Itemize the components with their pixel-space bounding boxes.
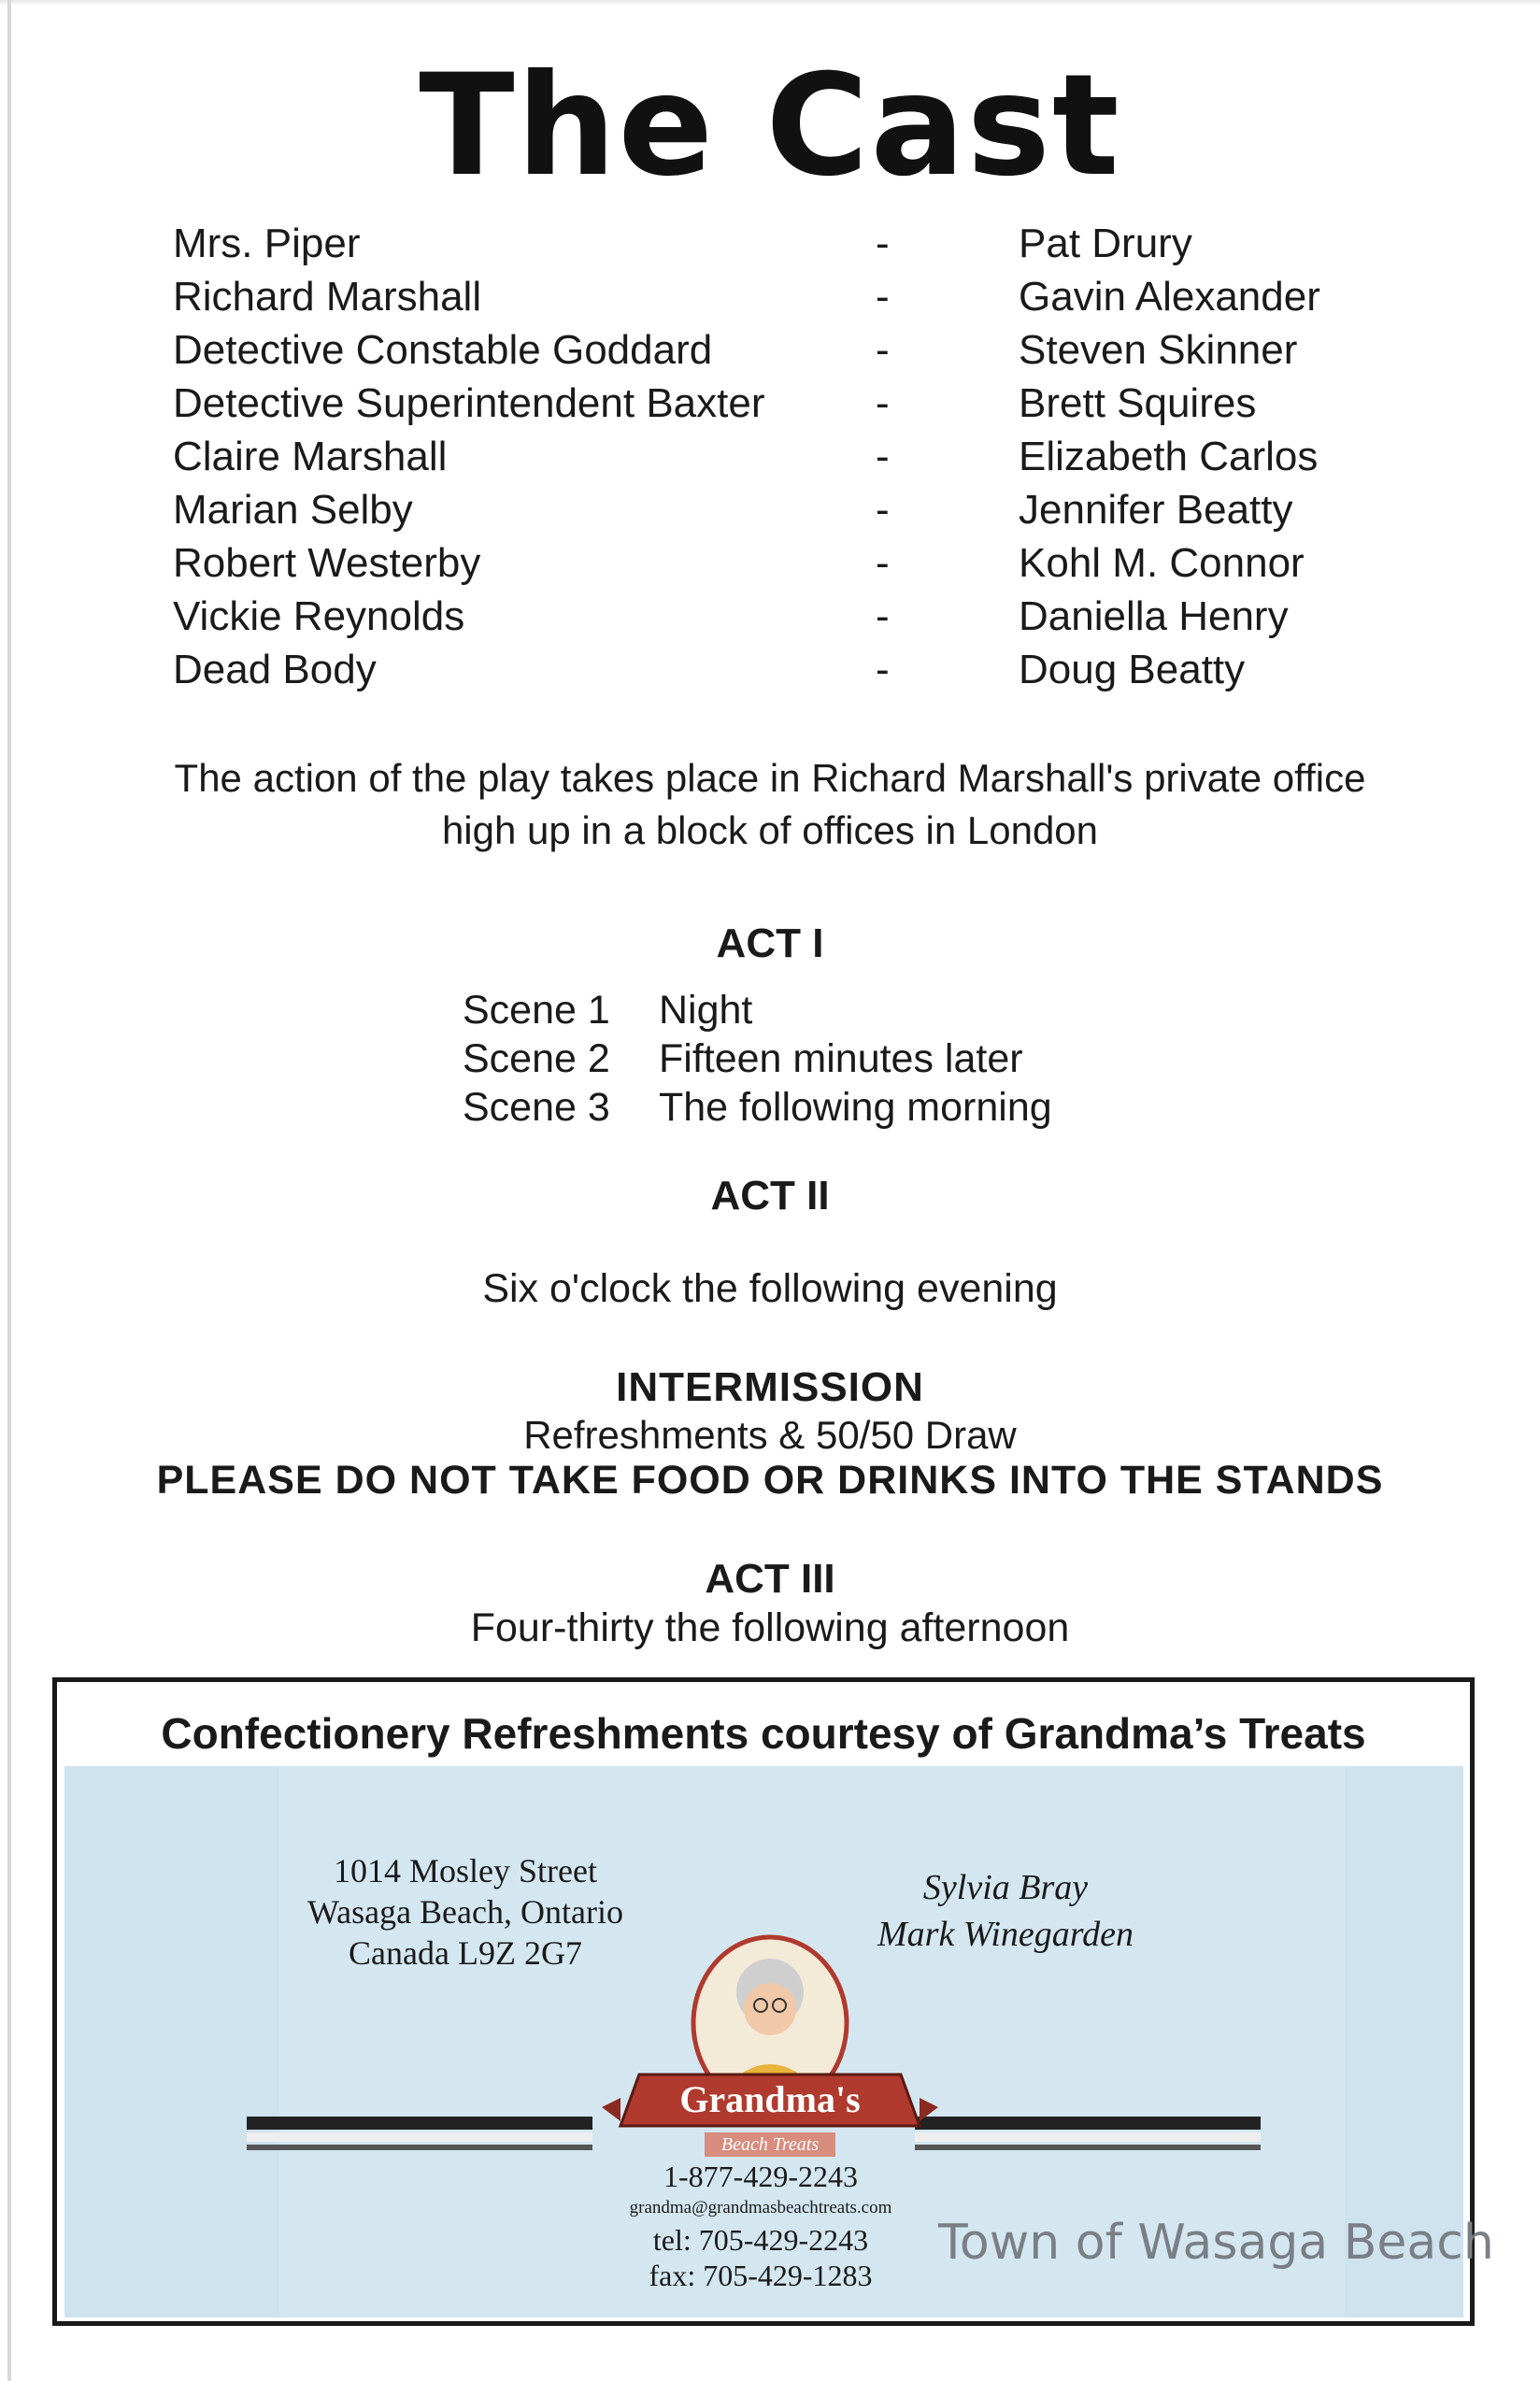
- banner-tail-right: [920, 2098, 938, 2121]
- cast-role: Vickie Reynolds: [173, 593, 465, 639]
- business-fax: fax: 705-429-1283: [649, 2259, 873, 2292]
- cast-row: [173, 270, 1388, 323]
- act-1-heading: ACT I: [716, 920, 824, 966]
- address-line: 1014 Mosley Street: [333, 1852, 597, 1889]
- cast-separator: -: [876, 327, 890, 373]
- cast-actor: Brett Squires: [1019, 380, 1257, 426]
- cast-separator: -: [876, 487, 890, 533]
- scene-item: [463, 1083, 1052, 1132]
- page-edge-top: [0, 0, 1540, 6]
- decor-stripe: [915, 2145, 1261, 2150]
- business-tel: tel: 705-429-2243: [652, 2223, 869, 2257]
- cast-row: [173, 377, 1388, 430]
- cast-actor: Pat Drury: [1019, 221, 1192, 266]
- cast-separator: -: [876, 593, 890, 639]
- logo-subtext: Beach Treats: [720, 2134, 820, 2155]
- scene-label: Scene 3: [463, 1085, 610, 1130]
- refreshments-note: Refreshments & 50/50 Draw: [523, 1413, 1017, 1457]
- ad-header: Confectionery Refreshments courtesy of Grandma’s Treats: [161, 1709, 1366, 1758]
- cast-row: [173, 590, 1388, 643]
- decor-stripe: [247, 2145, 592, 2150]
- cast-row: [173, 483, 1388, 536]
- cast-separator: -: [876, 434, 890, 479]
- logo-text: Grandma's: [679, 2078, 861, 2120]
- cast-role: Dead Body: [173, 647, 377, 692]
- cast-row: [173, 536, 1388, 590]
- scene-label: Scene 2: [463, 1036, 610, 1081]
- act-2-description: Six o'clock the following evening: [482, 1266, 1058, 1311]
- cast-role: Detective Constable Goddard: [173, 327, 713, 373]
- cast-separator: -: [876, 647, 890, 692]
- address-line: Wasaga Beach, Ontario: [307, 1893, 623, 1931]
- cast-role: Richard Marshall: [173, 274, 482, 320]
- scene-time: Fifteen minutes later: [659, 1036, 1023, 1081]
- cast-actor: Daniella Henry: [1019, 593, 1289, 639]
- decor-stripe: [915, 2132, 1261, 2142]
- act-2-heading: ACT II: [710, 1173, 830, 1219]
- cast-row: [173, 643, 1388, 696]
- cast-actor: Elizabeth Carlos: [1019, 434, 1319, 479]
- setting-line-2: high up in a block of offices in London: [441, 808, 1099, 852]
- intermission-heading: INTERMISSION: [616, 1364, 924, 1410]
- address-line: Canada L9Z 2G7: [349, 1934, 582, 1972]
- cast-actor: Kohl M. Connor: [1019, 540, 1305, 586]
- town-watermark: Town of Wasaga Beach: [938, 2215, 1494, 2271]
- setting-description: [0, 752, 1540, 857]
- toll-free-phone: 1-877-429-2243: [663, 2160, 858, 2193]
- decor-stripe: [247, 2117, 592, 2130]
- decor-stripe: [915, 2117, 1261, 2130]
- cast-separator: -: [876, 380, 890, 426]
- grandma-face: [744, 1983, 796, 2035]
- scene-label: Scene 1: [463, 988, 610, 1033]
- cast-role: Detective Superintendent Baxter: [173, 380, 765, 426]
- act-3-description: Four-thirty the following afternoon: [470, 1605, 1070, 1650]
- cast-role: Marian Selby: [173, 487, 413, 533]
- sponsor-ad: [52, 1677, 1494, 2326]
- business-email: grandma@grandmasbeachtreats.com: [629, 2198, 892, 2217]
- business-contact: [588, 2159, 934, 2293]
- cast-role: Mrs. Piper: [173, 221, 361, 266]
- page-title: The Cast: [419, 45, 1121, 207]
- cast-actor: Steven Skinner: [1019, 327, 1298, 373]
- setting-line-1: The action of the play takes place in Richard Marshall's private office: [174, 756, 1366, 800]
- cast-separator: -: [876, 274, 890, 320]
- business-card: [64, 1766, 1494, 2317]
- cast-list: [173, 217, 1388, 696]
- owner-name: Sylvia Bray: [922, 1868, 1089, 1907]
- cast-row: [173, 217, 1388, 270]
- scene-time: Night: [659, 988, 753, 1033]
- cast-actor: Gavin Alexander: [1019, 274, 1320, 320]
- banner-tail-left: [602, 2098, 620, 2121]
- scene-item: [463, 986, 1052, 1034]
- scene-item: [463, 1034, 1052, 1083]
- cast-row: [173, 323, 1388, 377]
- cast-actor: Jennifer Beatty: [1019, 487, 1293, 533]
- decor-stripe: [247, 2132, 592, 2142]
- cast-role: Robert Westerby: [173, 540, 481, 586]
- cast-role: Claire Marshall: [173, 434, 448, 479]
- food-notice: PLEASE DO NOT TAKE FOOD OR DRINKS INTO THE STANDS: [156, 1458, 1384, 1503]
- act-3-heading: ACT III: [705, 1556, 835, 1602]
- act-1-scenes: [463, 986, 1052, 1132]
- owner-name: Mark Winegarden: [877, 1915, 1134, 1954]
- grandma-logo: [602, 1934, 938, 2187]
- cast-row: [173, 430, 1388, 483]
- cast-separator: -: [876, 540, 890, 586]
- business-address: [307, 1850, 623, 1974]
- cast-actor: Doug Beatty: [1019, 647, 1246, 692]
- scene-time: The following morning: [659, 1085, 1052, 1130]
- cast-separator: -: [876, 221, 890, 266]
